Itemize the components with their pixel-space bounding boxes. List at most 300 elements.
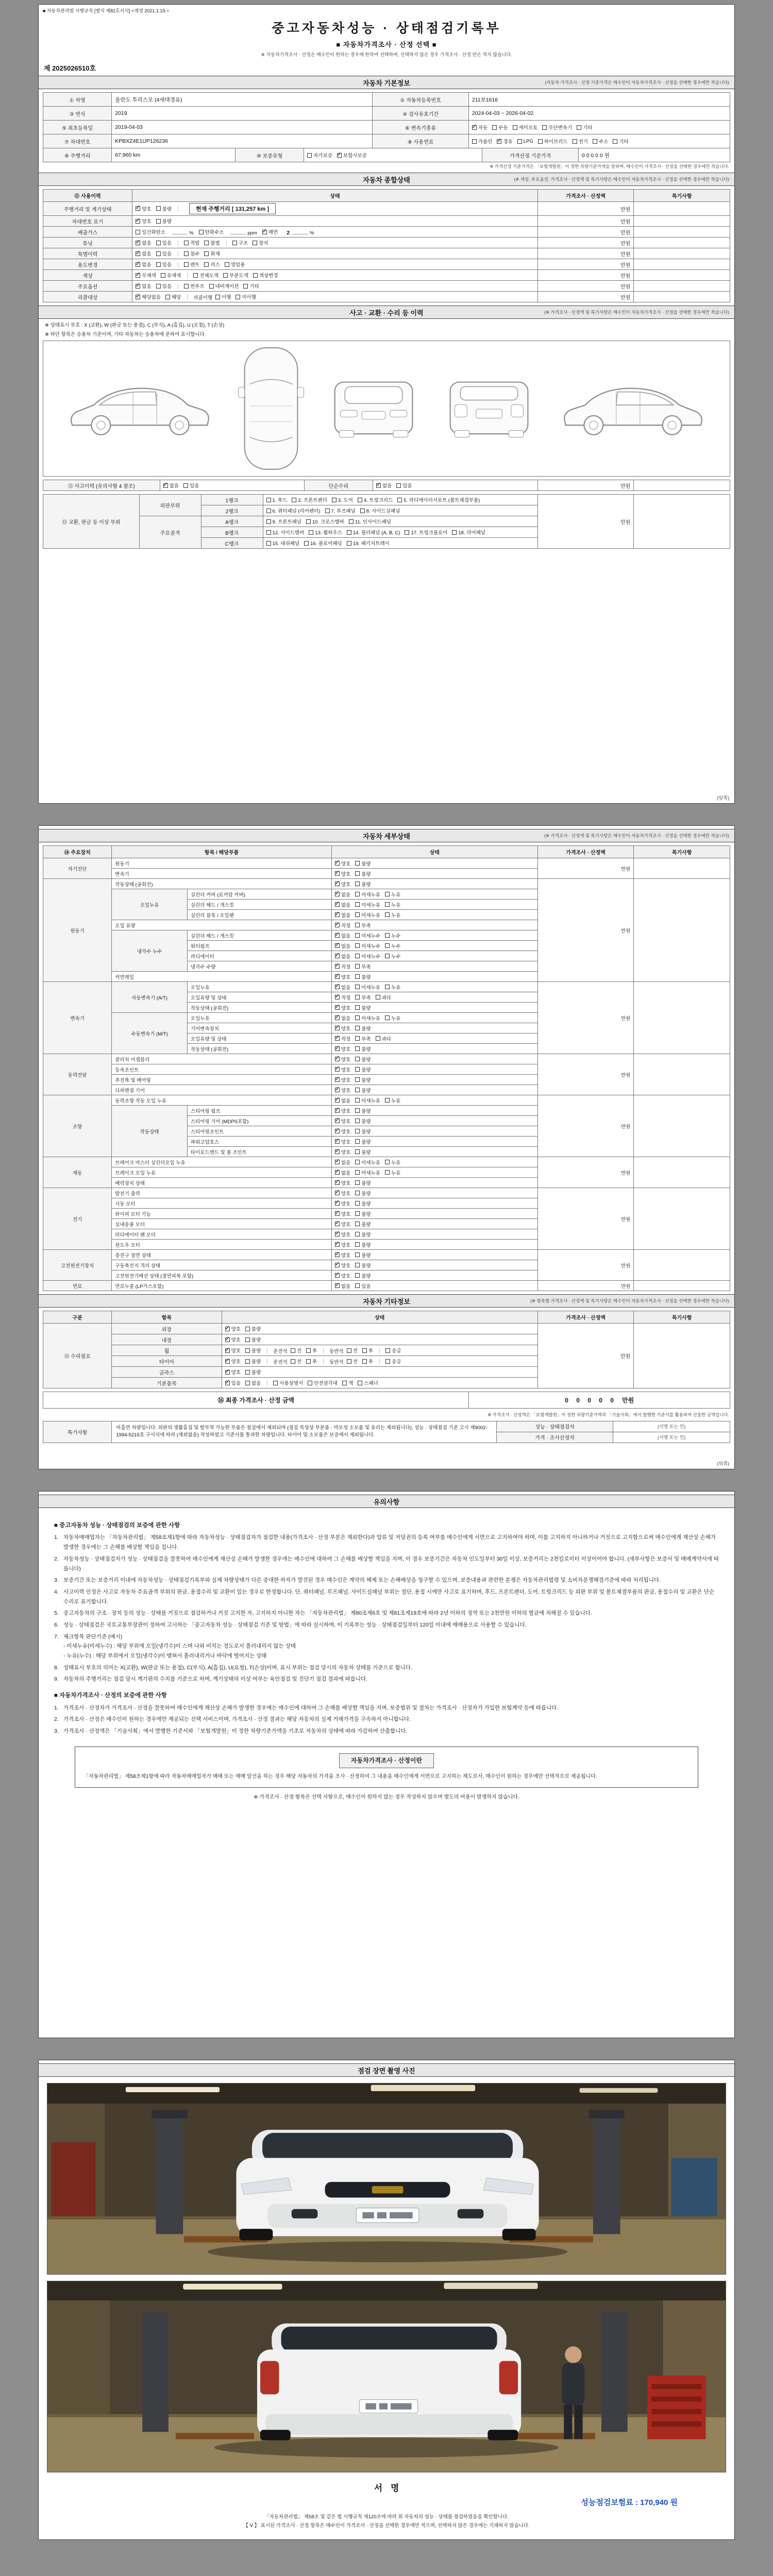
checkbox[interactable] bbox=[355, 1108, 360, 1113]
checkbox-option[interactable] bbox=[355, 1169, 380, 1176]
checkbox[interactable] bbox=[355, 1273, 360, 1278]
checkbox-option[interactable] bbox=[355, 1148, 371, 1156]
checkbox[interactable] bbox=[347, 1348, 351, 1353]
checkbox-option[interactable] bbox=[355, 1200, 371, 1207]
checkbox-option[interactable] bbox=[266, 539, 300, 547]
checkbox-option[interactable] bbox=[376, 482, 392, 489]
checkbox-option[interactable] bbox=[136, 228, 165, 235]
checkbox-option[interactable] bbox=[335, 1231, 350, 1238]
checkbox[interactable] bbox=[245, 1370, 250, 1375]
checkbox-option[interactable] bbox=[360, 507, 400, 514]
checkbox-option[interactable] bbox=[335, 880, 350, 888]
checkbox-option[interactable] bbox=[355, 1076, 371, 1083]
checkbox[interactable] bbox=[335, 892, 340, 896]
checkbox[interactable] bbox=[335, 871, 340, 876]
checkbox-option[interactable] bbox=[215, 293, 231, 300]
checkbox[interactable] bbox=[335, 1057, 340, 1061]
checkbox-option[interactable] bbox=[335, 891, 350, 898]
checkbox[interactable] bbox=[335, 1118, 340, 1123]
checkbox-option[interactable] bbox=[335, 1272, 350, 1279]
checkbox[interactable] bbox=[335, 985, 340, 989]
checkbox[interactable] bbox=[355, 882, 360, 886]
checkbox[interactable] bbox=[397, 498, 402, 502]
checkbox-option[interactable] bbox=[225, 1347, 241, 1354]
checkbox-option[interactable] bbox=[245, 1347, 261, 1354]
checkbox-option[interactable] bbox=[385, 1014, 400, 1022]
checkbox[interactable] bbox=[184, 241, 189, 245]
checkbox[interactable] bbox=[136, 230, 140, 234]
checkbox-option[interactable] bbox=[337, 151, 367, 159]
checkbox-option[interactable] bbox=[335, 953, 350, 960]
checkbox-option[interactable] bbox=[472, 138, 493, 145]
checkbox-option[interactable] bbox=[165, 293, 181, 300]
checkbox-option[interactable] bbox=[335, 1262, 350, 1269]
checkbox[interactable] bbox=[342, 1381, 347, 1385]
checkbox-option[interactable] bbox=[355, 1014, 380, 1022]
checkbox-option[interactable] bbox=[355, 870, 371, 877]
checkbox[interactable] bbox=[335, 954, 340, 958]
checkbox-option[interactable] bbox=[204, 239, 220, 246]
checkbox[interactable] bbox=[325, 509, 330, 513]
checkbox[interactable] bbox=[335, 1149, 340, 1154]
checkbox-option[interactable] bbox=[355, 942, 380, 950]
checkbox[interactable] bbox=[136, 284, 140, 289]
checkbox-option[interactable] bbox=[362, 1347, 373, 1354]
checkbox-option[interactable] bbox=[355, 1210, 371, 1217]
checkbox-option[interactable] bbox=[199, 228, 224, 235]
checkbox[interactable] bbox=[335, 974, 340, 979]
checkbox-option[interactable] bbox=[385, 1358, 401, 1365]
checkbox-option[interactable] bbox=[225, 1336, 241, 1343]
checkbox[interactable] bbox=[335, 1005, 340, 1010]
checkbox[interactable] bbox=[335, 1077, 340, 1082]
checkbox[interactable] bbox=[385, 1015, 390, 1020]
checkbox[interactable] bbox=[266, 509, 271, 513]
checkbox-option[interactable] bbox=[355, 932, 380, 939]
checkbox[interactable] bbox=[335, 1088, 340, 1092]
checkbox[interactable] bbox=[156, 262, 161, 267]
checkbox-option[interactable] bbox=[184, 239, 199, 246]
checkbox[interactable] bbox=[163, 483, 168, 488]
checkbox[interactable] bbox=[376, 995, 380, 999]
checkbox[interactable] bbox=[452, 530, 457, 535]
checkbox-option[interactable] bbox=[355, 1231, 371, 1238]
checkbox-option[interactable] bbox=[347, 1358, 358, 1365]
checkbox[interactable] bbox=[332, 498, 337, 502]
checkbox[interactable] bbox=[362, 1348, 367, 1353]
checkbox-option[interactable] bbox=[225, 1368, 241, 1376]
checkbox[interactable] bbox=[225, 1327, 230, 1331]
checkbox-option[interactable] bbox=[355, 911, 380, 919]
checkbox-option[interactable] bbox=[355, 880, 371, 888]
checkbox-option[interactable] bbox=[355, 1128, 371, 1135]
checkbox-option[interactable] bbox=[335, 1014, 350, 1022]
checkbox-option[interactable] bbox=[355, 860, 371, 867]
checkbox-option[interactable] bbox=[538, 138, 568, 145]
checkbox[interactable] bbox=[204, 251, 209, 256]
checkbox[interactable] bbox=[385, 1359, 390, 1364]
checkbox-option[interactable] bbox=[362, 1358, 373, 1365]
checkbox[interactable] bbox=[335, 923, 340, 927]
checkbox-option[interactable] bbox=[355, 1262, 371, 1269]
checkbox-option[interactable] bbox=[335, 1210, 350, 1217]
checkbox-option[interactable] bbox=[266, 529, 305, 536]
checkbox-option[interactable] bbox=[355, 1251, 371, 1259]
checkbox[interactable] bbox=[184, 284, 189, 289]
checkbox[interactable] bbox=[306, 1359, 311, 1364]
checkbox[interactable] bbox=[193, 273, 198, 278]
checkbox-option[interactable] bbox=[405, 529, 447, 536]
checkbox[interactable] bbox=[355, 1149, 360, 1154]
checkbox[interactable] bbox=[209, 284, 214, 289]
checkbox-option[interactable] bbox=[335, 1241, 350, 1248]
checkbox[interactable] bbox=[347, 541, 351, 546]
checkbox[interactable] bbox=[497, 139, 501, 144]
checkbox-option[interactable] bbox=[156, 261, 172, 268]
checkbox-option[interactable] bbox=[358, 496, 393, 503]
checkbox-option[interactable] bbox=[156, 239, 172, 246]
checkbox-option[interactable] bbox=[335, 1190, 350, 1197]
checkbox-option[interactable] bbox=[542, 124, 572, 131]
checkbox-option[interactable] bbox=[335, 860, 350, 867]
checkbox[interactable] bbox=[204, 262, 209, 267]
checkbox-option[interactable] bbox=[577, 124, 592, 131]
checkbox-option[interactable] bbox=[156, 250, 172, 257]
checkbox-option[interactable] bbox=[355, 973, 371, 980]
checkbox-option[interactable] bbox=[243, 282, 259, 290]
checkbox[interactable] bbox=[335, 1273, 340, 1278]
checkbox-option[interactable] bbox=[335, 1097, 350, 1104]
checkbox-option[interactable] bbox=[253, 272, 278, 279]
checkbox-option[interactable] bbox=[184, 282, 205, 290]
checkbox[interactable] bbox=[335, 1283, 340, 1288]
checkbox-option[interactable] bbox=[184, 261, 199, 268]
checkbox[interactable] bbox=[223, 273, 228, 278]
checkbox[interactable] bbox=[355, 1222, 360, 1226]
checkbox-option[interactable] bbox=[136, 261, 151, 268]
checkbox[interactable] bbox=[335, 861, 340, 866]
checkbox[interactable] bbox=[225, 1381, 230, 1385]
checkbox-option[interactable] bbox=[355, 984, 380, 991]
checkbox[interactable] bbox=[136, 251, 140, 256]
checkbox-option[interactable] bbox=[355, 1087, 371, 1094]
checkbox[interactable] bbox=[355, 1015, 360, 1020]
checkbox[interactable] bbox=[355, 1057, 360, 1061]
checkbox[interactable] bbox=[136, 206, 140, 211]
checkbox-option[interactable] bbox=[355, 1066, 371, 1073]
checkbox[interactable] bbox=[355, 943, 360, 948]
checkbox-option[interactable] bbox=[156, 217, 172, 225]
checkbox[interactable] bbox=[405, 530, 409, 535]
checkbox[interactable] bbox=[335, 1026, 340, 1030]
checkbox-option[interactable] bbox=[335, 973, 350, 980]
checkbox[interactable] bbox=[273, 1381, 278, 1385]
checkbox-option[interactable] bbox=[161, 272, 181, 279]
checkbox-option[interactable] bbox=[335, 1025, 350, 1032]
checkbox[interactable] bbox=[245, 1381, 250, 1385]
checkbox[interactable] bbox=[385, 912, 390, 917]
checkbox[interactable] bbox=[355, 861, 360, 866]
checkbox-option[interactable] bbox=[225, 1358, 241, 1365]
checkbox-option[interactable] bbox=[355, 1221, 371, 1228]
checkbox-option[interactable] bbox=[355, 953, 380, 960]
checkbox[interactable] bbox=[376, 1036, 380, 1041]
checkbox-option[interactable] bbox=[163, 482, 179, 489]
checkbox[interactable] bbox=[355, 912, 360, 917]
checkbox-option[interactable] bbox=[335, 1107, 350, 1114]
checkbox[interactable] bbox=[335, 1139, 340, 1144]
checkbox[interactable] bbox=[335, 912, 340, 917]
checkbox-option[interactable] bbox=[513, 124, 538, 131]
checkbox[interactable] bbox=[335, 1263, 340, 1267]
checkbox-option[interactable] bbox=[335, 901, 350, 908]
checkbox-option[interactable] bbox=[225, 1325, 241, 1332]
checkbox[interactable] bbox=[245, 1348, 250, 1353]
checkbox[interactable] bbox=[396, 483, 401, 488]
checkbox-option[interactable] bbox=[335, 1169, 350, 1176]
checkbox[interactable] bbox=[225, 1337, 230, 1342]
checkbox[interactable] bbox=[355, 1242, 360, 1247]
checkbox[interactable] bbox=[232, 241, 237, 245]
checkbox-option[interactable] bbox=[355, 1282, 371, 1290]
checkbox-option[interactable] bbox=[204, 261, 220, 268]
checkbox-option[interactable] bbox=[376, 994, 391, 1001]
checkbox-option[interactable] bbox=[355, 1097, 380, 1104]
checkbox[interactable] bbox=[355, 954, 360, 958]
checkbox-option[interactable] bbox=[355, 1179, 371, 1187]
checkbox-option[interactable] bbox=[335, 1148, 350, 1156]
checkbox-option[interactable] bbox=[335, 1056, 350, 1063]
checkbox[interactable] bbox=[204, 241, 209, 245]
checkbox[interactable] bbox=[335, 943, 340, 948]
checkbox[interactable] bbox=[335, 995, 340, 999]
checkbox-option[interactable] bbox=[156, 282, 172, 290]
checkbox-option[interactable] bbox=[306, 518, 344, 525]
checkbox[interactable] bbox=[472, 125, 477, 130]
checkbox-option[interactable] bbox=[136, 272, 156, 279]
checkbox-option[interactable] bbox=[136, 217, 151, 225]
checkbox-option[interactable] bbox=[349, 518, 391, 525]
checkbox-option[interactable] bbox=[136, 282, 151, 290]
checkbox-option[interactable] bbox=[306, 1358, 317, 1365]
checkbox-option[interactable] bbox=[223, 272, 248, 279]
checkbox[interactable] bbox=[136, 295, 140, 299]
checkbox-option[interactable] bbox=[355, 963, 371, 970]
checkbox-option[interactable] bbox=[306, 1347, 317, 1354]
checkbox[interactable] bbox=[376, 483, 381, 488]
checkbox[interactable] bbox=[156, 284, 161, 289]
checkbox-option[interactable] bbox=[266, 518, 301, 525]
checkbox-option[interactable] bbox=[335, 1138, 350, 1145]
checkbox[interactable] bbox=[335, 1108, 340, 1113]
checkbox[interactable] bbox=[385, 892, 390, 896]
checkbox-option[interactable] bbox=[335, 1117, 350, 1125]
checkbox[interactable] bbox=[355, 923, 360, 927]
checkbox-option[interactable] bbox=[335, 1282, 350, 1290]
checkbox-option[interactable] bbox=[385, 953, 400, 960]
checkbox-option[interactable] bbox=[355, 994, 371, 1001]
checkbox-option[interactable] bbox=[245, 1379, 261, 1386]
checkbox[interactable] bbox=[355, 1046, 360, 1051]
checkbox-option[interactable] bbox=[245, 1336, 261, 1343]
checkbox[interactable] bbox=[156, 251, 161, 256]
checkbox-option[interactable] bbox=[309, 529, 342, 536]
checkbox[interactable] bbox=[335, 1232, 340, 1236]
checkbox[interactable] bbox=[355, 995, 360, 999]
checkbox[interactable] bbox=[385, 943, 390, 948]
checkbox[interactable] bbox=[492, 125, 497, 130]
checkbox[interactable] bbox=[355, 1201, 360, 1206]
checkbox-option[interactable] bbox=[355, 1045, 371, 1053]
checkbox-option[interactable] bbox=[355, 1117, 371, 1125]
checkbox[interactable] bbox=[385, 1160, 390, 1164]
checkbox-option[interactable] bbox=[385, 1347, 401, 1354]
checkbox-option[interactable] bbox=[209, 282, 239, 290]
checkbox-option[interactable] bbox=[452, 529, 485, 536]
checkbox-option[interactable] bbox=[236, 293, 256, 300]
checkbox[interactable] bbox=[243, 284, 248, 289]
checkbox[interactable] bbox=[161, 273, 165, 278]
checkbox-option[interactable] bbox=[332, 496, 353, 503]
checkbox-option[interactable] bbox=[342, 1379, 353, 1386]
checkbox-option[interactable] bbox=[593, 138, 608, 145]
checkbox-option[interactable] bbox=[355, 1138, 371, 1145]
checkbox[interactable] bbox=[472, 139, 477, 144]
checkbox[interactable] bbox=[225, 1370, 230, 1375]
checkbox-option[interactable] bbox=[376, 1035, 391, 1042]
checkbox[interactable] bbox=[538, 139, 543, 144]
checkbox[interactable] bbox=[245, 1327, 250, 1331]
checkbox-option[interactable] bbox=[136, 250, 151, 257]
checkbox[interactable] bbox=[245, 1359, 250, 1364]
checkbox[interactable] bbox=[337, 153, 342, 158]
checkbox-option[interactable] bbox=[335, 922, 350, 929]
checkbox[interactable] bbox=[358, 1381, 362, 1385]
checkbox[interactable] bbox=[335, 1191, 340, 1195]
checkbox-option[interactable] bbox=[385, 911, 400, 919]
checkbox-option[interactable] bbox=[347, 1347, 358, 1354]
checkbox[interactable] bbox=[136, 219, 140, 224]
checkbox[interactable] bbox=[335, 1046, 340, 1051]
checkbox[interactable] bbox=[291, 1348, 295, 1353]
checkbox[interactable] bbox=[385, 1348, 390, 1353]
checkbox-option[interactable] bbox=[266, 496, 288, 503]
checkbox[interactable] bbox=[355, 1077, 360, 1082]
checkbox-option[interactable] bbox=[156, 205, 172, 212]
checkbox-option[interactable] bbox=[385, 891, 400, 898]
checkbox-option[interactable] bbox=[335, 1087, 350, 1094]
checkbox[interactable] bbox=[513, 125, 517, 130]
checkbox[interactable] bbox=[360, 509, 365, 513]
checkbox[interactable] bbox=[266, 498, 271, 502]
checkbox-option[interactable] bbox=[184, 250, 199, 257]
checkbox[interactable] bbox=[355, 1098, 360, 1103]
checkbox[interactable] bbox=[385, 954, 390, 958]
checkbox[interactable] bbox=[362, 1359, 367, 1364]
checkbox-option[interactable] bbox=[204, 250, 220, 257]
checkbox[interactable] bbox=[199, 230, 204, 234]
checkbox[interactable] bbox=[225, 262, 229, 267]
checkbox-option[interactable] bbox=[183, 482, 199, 489]
checkbox[interactable] bbox=[291, 1359, 295, 1364]
checkbox-option[interactable] bbox=[225, 1379, 241, 1386]
checkbox-option[interactable] bbox=[335, 1128, 350, 1135]
checkbox-option[interactable] bbox=[335, 870, 350, 877]
checkbox-option[interactable] bbox=[355, 922, 371, 929]
checkbox[interactable] bbox=[335, 933, 340, 938]
checkbox-option[interactable] bbox=[355, 901, 380, 908]
checkbox-option[interactable] bbox=[335, 942, 350, 950]
checkbox[interactable] bbox=[355, 1283, 360, 1288]
checkbox-option[interactable] bbox=[335, 932, 350, 939]
checkbox[interactable] bbox=[355, 1211, 360, 1216]
checkbox-option[interactable] bbox=[472, 124, 488, 131]
checkbox[interactable] bbox=[306, 519, 311, 524]
checkbox[interactable] bbox=[309, 530, 313, 535]
checkbox[interactable] bbox=[136, 262, 140, 267]
checkbox-option[interactable] bbox=[291, 1358, 301, 1365]
checkbox-option[interactable] bbox=[385, 1159, 400, 1166]
checkbox[interactable] bbox=[577, 125, 581, 130]
checkbox-option[interactable] bbox=[347, 539, 390, 547]
checkbox[interactable] bbox=[307, 153, 312, 158]
checkbox-option[interactable] bbox=[355, 1272, 371, 1279]
checkbox-option[interactable] bbox=[355, 1025, 371, 1032]
checkbox-option[interactable] bbox=[347, 529, 400, 536]
checkbox[interactable] bbox=[385, 933, 390, 938]
checkbox-option[interactable] bbox=[335, 994, 350, 1001]
checkbox[interactable] bbox=[385, 1098, 390, 1103]
checkbox[interactable] bbox=[542, 125, 547, 130]
checkbox-option[interactable] bbox=[355, 1004, 371, 1011]
checkbox[interactable] bbox=[335, 1160, 340, 1164]
checkbox-option[interactable] bbox=[232, 239, 248, 246]
checkbox-option[interactable] bbox=[245, 1368, 261, 1376]
checkbox-option[interactable] bbox=[355, 1056, 371, 1063]
checkbox[interactable] bbox=[355, 1129, 360, 1133]
checkbox-option[interactable] bbox=[385, 942, 400, 950]
checkbox[interactable] bbox=[335, 1129, 340, 1133]
checkbox[interactable] bbox=[156, 206, 161, 211]
checkbox-option[interactable] bbox=[335, 1045, 350, 1053]
checkbox[interactable] bbox=[355, 1005, 360, 1010]
checkbox[interactable] bbox=[306, 1348, 311, 1353]
checkbox-option[interactable] bbox=[325, 507, 356, 514]
checkbox[interactable] bbox=[215, 295, 220, 299]
checkbox[interactable] bbox=[253, 241, 257, 245]
checkbox[interactable] bbox=[136, 273, 140, 278]
checkbox-option[interactable] bbox=[573, 138, 588, 145]
checkbox[interactable] bbox=[355, 1036, 360, 1041]
checkbox[interactable] bbox=[184, 251, 189, 256]
checkbox-option[interactable] bbox=[355, 1107, 371, 1114]
checkbox[interactable] bbox=[165, 295, 170, 299]
checkbox-option[interactable] bbox=[245, 1358, 261, 1365]
checkbox[interactable] bbox=[335, 1211, 340, 1216]
checkbox[interactable] bbox=[355, 1180, 360, 1185]
checkbox-option[interactable] bbox=[517, 139, 533, 144]
checkbox[interactable] bbox=[184, 262, 189, 267]
checkbox-option[interactable] bbox=[355, 1241, 371, 1248]
checkbox[interactable] bbox=[335, 1015, 340, 1020]
checkbox[interactable] bbox=[355, 974, 360, 979]
checkbox-option[interactable] bbox=[355, 1159, 380, 1166]
checkbox[interactable] bbox=[385, 902, 390, 907]
checkbox[interactable] bbox=[335, 1242, 340, 1247]
checkbox-option[interactable] bbox=[273, 1379, 303, 1386]
checkbox-option[interactable] bbox=[335, 1159, 350, 1166]
checkbox-option[interactable] bbox=[497, 138, 512, 145]
